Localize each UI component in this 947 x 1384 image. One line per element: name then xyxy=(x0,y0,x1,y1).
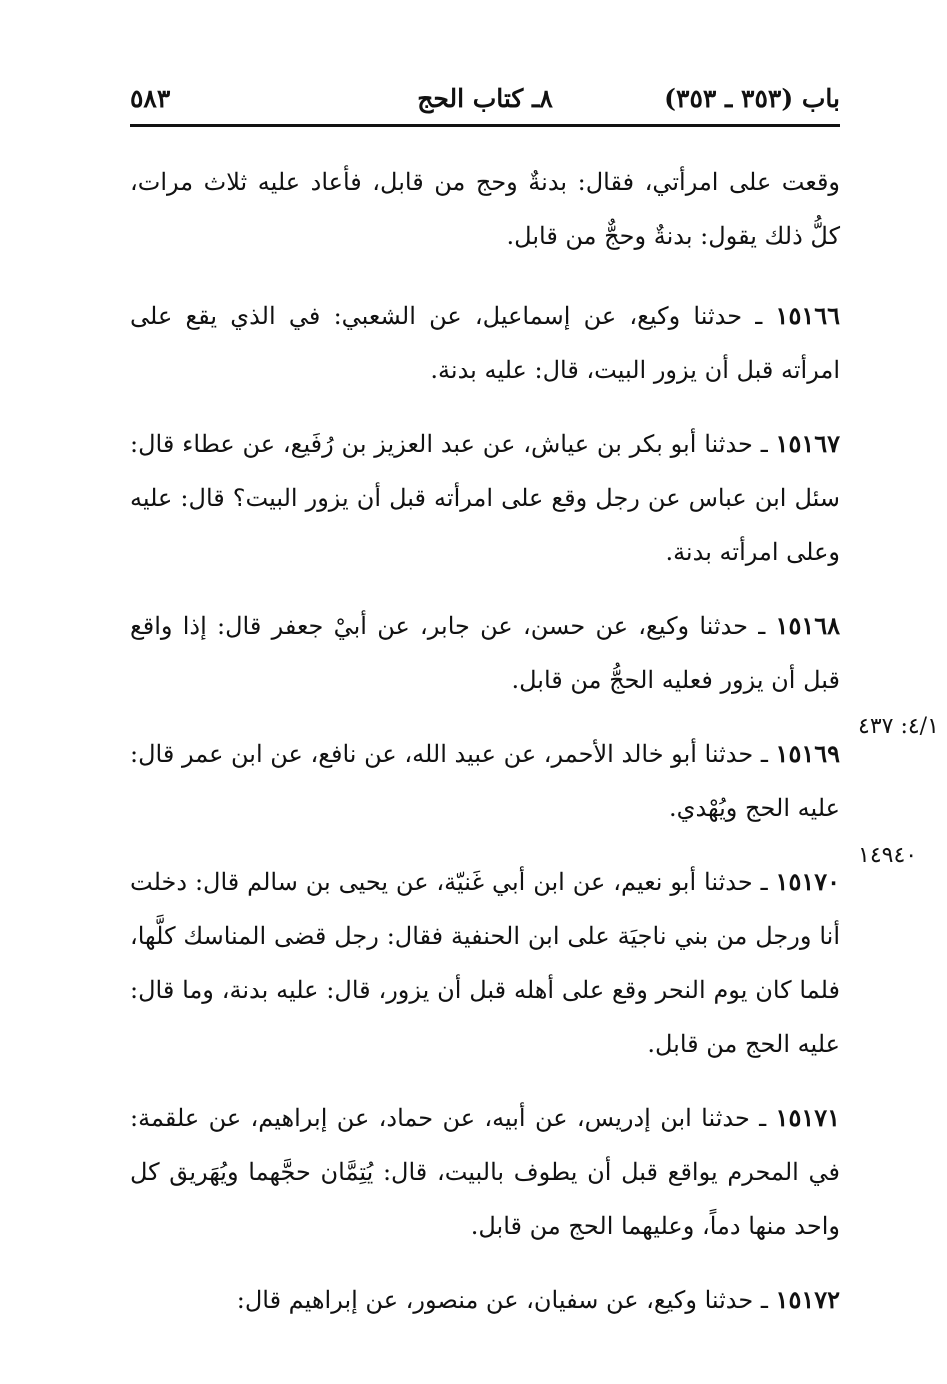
paragraph xyxy=(130,417,840,579)
hadith-text: حدثنا وكيع، عن حسن، عن جابر، عن أبيْ جعفر قال: إذا واقع قبل أن يزور فعليه الحجُّ من قابل. xyxy=(130,612,840,694)
hadith-number: ١٥١٧٠ xyxy=(775,867,840,896)
hadith-number: ١٥١٦٩ xyxy=(775,739,840,768)
book-title: ٨ـ كتاب الحج xyxy=(417,84,553,113)
hadith-text: حدثنا أبو خالد الأحمر، عن عبيد الله، عن نافع، عن ابن عمر قال: عليه الحج ويُهْدي. xyxy=(130,740,840,822)
number-separator: ـ xyxy=(748,612,776,640)
hadith-text: حدثنا وكيع، عن إسماعيل، عن الشعبي: في الذي يقع على امرأته قبل أن يزور البيت، قال: عليه بدنة. xyxy=(130,302,840,384)
paragraph xyxy=(130,1273,840,1327)
number-separator: ـ xyxy=(753,740,776,768)
margin-reference: ٤/١: ٤٣٧ xyxy=(858,714,939,739)
hadith-number: ١٥١٦٨ xyxy=(775,611,840,640)
paragraph xyxy=(130,599,840,707)
hadith-number: ١٥١٦٧ xyxy=(775,429,840,458)
hadith-number: ١٥١٧١ xyxy=(775,1103,840,1132)
number-separator: ـ xyxy=(753,1286,776,1314)
paragraph xyxy=(130,155,840,263)
hadith-text: حدثنا أبو بكر بن عياش، عن عبد العزيز بن رُفَيع، عن عطاء قال: سئل ابن عباس عن رجل وقع على امرأته قبل أن يزور البيت؟ قال: عليه وعلى امرأته بدنة. xyxy=(130,430,840,566)
number-separator: ـ xyxy=(749,1104,776,1132)
chapter-title: باب (٣٥٣ ـ ٣٥٣) xyxy=(664,84,840,113)
hadith-number: ١٥١٦٦ xyxy=(775,301,840,330)
number-separator: ـ xyxy=(742,302,776,330)
header-rule xyxy=(130,124,840,127)
number-separator: ـ xyxy=(752,868,776,896)
hadith-text: وقعت على امرأتي، فقال: بدنةٌ وحج من قابل، فأعاد عليه ثلاث مرات، كلُّ ذلك يقول: بدنةٌ وحجٌّ من قابل. xyxy=(130,168,840,250)
number-separator: ـ xyxy=(752,430,776,458)
margin-reference: ١٤٩٤٠ xyxy=(858,843,918,868)
hadith-text: حدثنا وكيع، عن سفيان، عن منصور، عن إبراهيم قال: xyxy=(236,1286,754,1314)
paragraph xyxy=(130,727,840,835)
hadith-text: حدثنا أبو نعيم، عن ابن أبي غَنيّة، عن يحيى بن سالم قال: دخلت أنا ورجل من بني ناجيَة على ابن الحنفية فقال: رجل قضى المناسك كلَّها، فلما كان يوم النحر وقع على أهله قبل أن يزور، قال: عليه بدنة، وما قال: عليه الحج من قابل. xyxy=(130,868,840,1058)
paragraph xyxy=(130,289,840,397)
paragraph xyxy=(130,855,840,1071)
page-number: ٥٨٣ xyxy=(130,84,171,113)
hadith-number: ١٥١٧٢ xyxy=(775,1285,840,1314)
hadith-text: حدثنا ابن إدريس، عن أبيه، عن حماد، عن إبراهيم، عن علقمة: في المحرم يواقع قبل أن يطوف بالبيت، قال: يُتِمَّان حجَّهما ويُهَريق كل واحد منها دماً، وعليهما الحج من قابل. xyxy=(130,1104,840,1240)
paragraph xyxy=(130,1091,840,1253)
page-body xyxy=(130,155,840,1347)
page-header xyxy=(130,78,840,122)
